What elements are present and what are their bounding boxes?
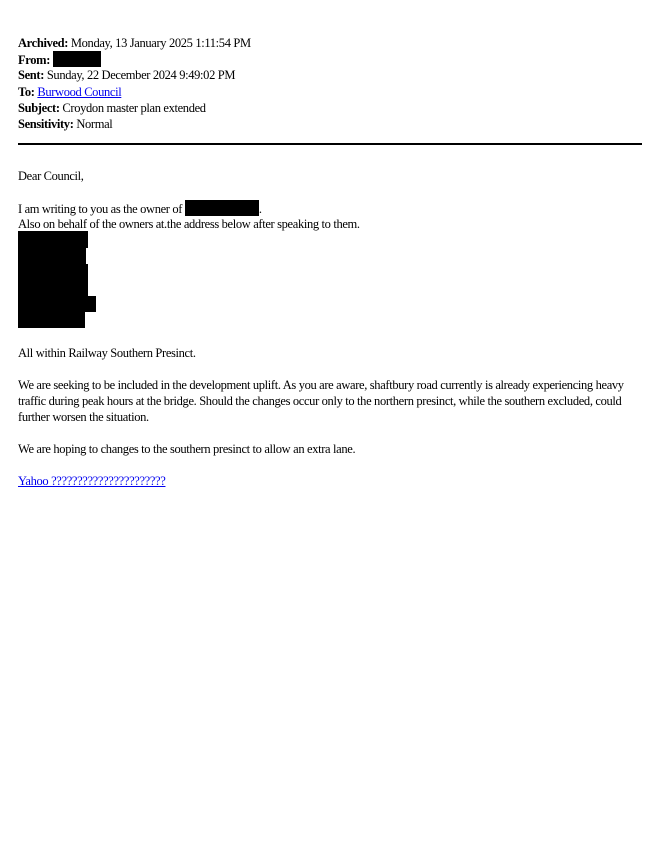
to-recipient-link[interactable]: Burwood Council (37, 84, 122, 99)
subject-row (18, 100, 642, 116)
address-redaction-2 (18, 248, 86, 264)
paragraph-2: We are hoping to changes to the southern presinct to allow an extra lane. (18, 442, 356, 456)
sensitivity-row (18, 116, 642, 132)
addresses-redaction-block (18, 231, 96, 328)
from-redaction (53, 51, 101, 67)
to-row (18, 84, 642, 100)
greeting: Dear Council, (18, 169, 84, 183)
address-redaction-1 (18, 231, 88, 248)
sent-value: Sunday, 22 December 2024 9:49:02 PM (46, 68, 236, 83)
address-redaction-6 (18, 312, 85, 328)
header-divider (18, 143, 642, 145)
archived-value: Monday, 13 January 2025 1:11:54 PM (70, 36, 251, 50)
archived-label: Archived: (18, 36, 69, 50)
yahoo-signature-link[interactable]: Yahoo ?????????????????????? (18, 474, 166, 488)
from-label: From: (18, 53, 51, 68)
sensitivity-label: Sensitivity: (18, 116, 74, 131)
sent-label: Sent: (18, 68, 45, 83)
email-header (18, 35, 642, 132)
paragraph-1: We are seeking to be included in the development uplift. As you are aware, shaftbury road currently is already experiencing heavy traffic during peak hours at the bridge. Should the changes occur only to the northern presinct, while the southern excluded, could further worsen the situation. (18, 378, 624, 425)
owner-line-text: I am writing to you as the owner of (18, 202, 183, 216)
subject-value: Croydon master plan extended (62, 100, 206, 115)
address-redaction-4 (18, 280, 88, 296)
behalf-line: Also on behalf of the owners at.the address below after speaking to them. (18, 217, 360, 231)
signature-line (18, 473, 638, 489)
owner-line (18, 200, 638, 217)
archived-row (18, 35, 642, 51)
subject-label: Subject: (18, 100, 60, 115)
to-label: To: (18, 84, 35, 99)
sensitivity-value: Normal (76, 116, 113, 131)
from-row (18, 51, 642, 67)
address-redaction-5 (18, 296, 96, 312)
owner-line-period: . (258, 202, 262, 216)
sent-row (18, 67, 642, 83)
owner-address-redaction (185, 200, 259, 216)
precinct-line: All within Railway Southern Presinct. (18, 346, 196, 360)
address-redaction-3 (18, 264, 88, 280)
